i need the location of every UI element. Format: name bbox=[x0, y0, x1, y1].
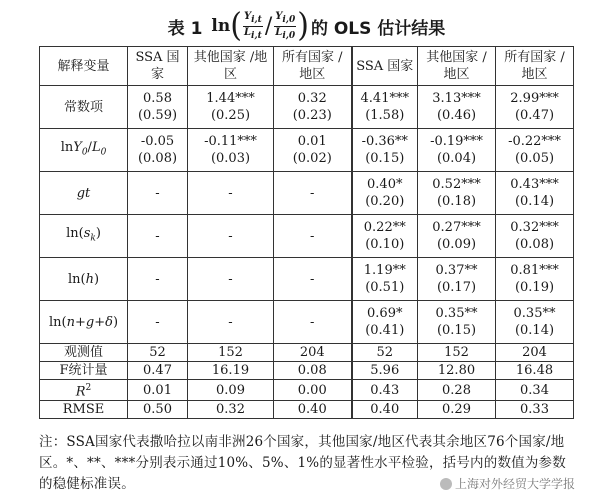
row-label: ln(n+g+δ) bbox=[40, 301, 128, 344]
table-cell: - bbox=[274, 215, 352, 258]
row-label: gt bbox=[40, 172, 128, 215]
table-cell: - bbox=[128, 258, 188, 301]
title-ln: ln bbox=[211, 16, 231, 36]
table-cell: 204 bbox=[496, 344, 574, 362]
fraction-2-numerator: $Y_{i,0}$ bbox=[275, 11, 296, 26]
table-cell: 0.08 bbox=[274, 362, 352, 380]
table-cell: 3.13*** (0.46) bbox=[418, 86, 496, 129]
table-cell: 0.47 bbox=[128, 362, 188, 380]
table-note: 注：SSA国家代表撒哈拉以南非洲26个国家，其他国家/地区代表其余地区76个国家/地区。*、**、***分别表示通过10%、5%、1%的显著性水平检验，括号内的数值为参数的稳健标准误。 bbox=[39, 434, 566, 492]
header-col: 所有国家 /地区 bbox=[274, 47, 352, 86]
table-row bbox=[40, 172, 574, 215]
table-cell: -0.19*** (0.04) bbox=[418, 129, 496, 172]
ols-results-table bbox=[39, 46, 574, 419]
fraction-2-denominator: $L_{i,0}$ bbox=[275, 26, 296, 41]
row-label: ln(h) bbox=[40, 258, 128, 301]
table-cell: - bbox=[188, 301, 274, 344]
table-cell: 0.34 bbox=[496, 380, 574, 401]
header-col: SSA 国家 bbox=[352, 47, 418, 86]
fraction-1-numerator: $Y_{i,t}$ bbox=[243, 11, 262, 26]
header-col: 所有国家 /地区 bbox=[496, 47, 574, 86]
table-cell: 0.09 bbox=[188, 380, 274, 401]
table-cell: 0.01 (0.02) bbox=[274, 129, 352, 172]
table-cell: 0.28 bbox=[418, 380, 496, 401]
table-cell: - bbox=[274, 301, 352, 344]
table-row bbox=[40, 380, 574, 401]
table-row bbox=[40, 215, 574, 258]
header-variable: 解释变量 bbox=[40, 47, 128, 86]
table-cell: 0.29 bbox=[418, 401, 496, 419]
table-cell: 0.32 (0.23) bbox=[274, 86, 352, 129]
table-header-row bbox=[40, 47, 574, 86]
table-row bbox=[40, 129, 574, 172]
row-label: 观测值 bbox=[40, 344, 128, 362]
fraction-1-denominator: $L_{i,t}$ bbox=[244, 26, 262, 41]
table-cell: 0.35** (0.15) bbox=[418, 301, 496, 344]
table-cell: 0.01 bbox=[128, 380, 188, 401]
table-cell: 2.99*** (0.47) bbox=[496, 86, 574, 129]
table-cell: - bbox=[188, 172, 274, 215]
title-fraction-1 bbox=[243, 11, 263, 41]
table-cell: 0.69* (0.41) bbox=[352, 301, 418, 344]
table-cell: 0.81*** (0.19) bbox=[496, 258, 574, 301]
title-suffix: 的 OLS 估计结果 bbox=[310, 18, 446, 39]
table-cell: 52 bbox=[128, 344, 188, 362]
table-row bbox=[40, 258, 574, 301]
table-cell: 1.44*** (0.25) bbox=[188, 86, 274, 129]
table-row bbox=[40, 344, 574, 362]
table-cell: 16.19 bbox=[188, 362, 274, 380]
table-cell: -0.22*** (0.05) bbox=[496, 129, 574, 172]
table-cell: 0.35** (0.14) bbox=[496, 301, 574, 344]
table-cell: 204 bbox=[274, 344, 352, 362]
table-row bbox=[40, 86, 574, 129]
table-cell: 4.41*** (1.58) bbox=[352, 86, 418, 129]
header-col: 其他国家 /地区 bbox=[418, 47, 496, 86]
table-row bbox=[40, 401, 574, 419]
table-cell: 12.80 bbox=[418, 362, 496, 380]
watermark-text: 上海对外经贸大学学报 bbox=[454, 477, 575, 491]
title-open-paren: ( bbox=[230, 6, 242, 45]
title-fraction-2 bbox=[274, 11, 296, 41]
table-row bbox=[40, 301, 574, 344]
wechat-icon bbox=[440, 478, 452, 490]
table-cell: 0.37** (0.17) bbox=[418, 258, 496, 301]
row-label: $\ln(s_k)$ bbox=[40, 215, 128, 258]
table-cell: -0.05 (0.08) bbox=[128, 129, 188, 172]
table-cell: 0.27*** (0.09) bbox=[418, 215, 496, 258]
title-close-paren: ) bbox=[297, 6, 309, 45]
table-cell: 0.00 bbox=[274, 380, 352, 401]
table-number: 表 1 bbox=[167, 18, 203, 39]
table-cell: 0.52*** (0.18) bbox=[418, 172, 496, 215]
table-cell: - bbox=[188, 215, 274, 258]
table-cell: 0.33 bbox=[496, 401, 574, 419]
table-cell: 0.40 bbox=[352, 401, 418, 419]
table-cell: - bbox=[274, 258, 352, 301]
table-cell: 152 bbox=[188, 344, 274, 362]
table-cell: 0.43 bbox=[352, 380, 418, 401]
row-label: $\ln Y_0/L_0$ bbox=[40, 129, 128, 172]
table-cell: 52 bbox=[352, 344, 418, 362]
table-cell: 0.22** (0.10) bbox=[352, 215, 418, 258]
table-cell: 0.58 (0.59) bbox=[128, 86, 188, 129]
header-col: SSA 国家 bbox=[128, 47, 188, 86]
table-cell: 0.40* (0.20) bbox=[352, 172, 418, 215]
table-cell: - bbox=[274, 172, 352, 215]
watermark bbox=[440, 475, 575, 492]
table-cell: 0.50 bbox=[128, 401, 188, 419]
table-cell: - bbox=[128, 215, 188, 258]
table-cell: - bbox=[188, 258, 274, 301]
row-label: $R^2$ bbox=[40, 380, 128, 401]
table-cell: -0.11*** (0.03) bbox=[188, 129, 274, 172]
header-col: 其他国家 /地区 bbox=[188, 47, 274, 86]
row-label: 常数项 bbox=[40, 86, 128, 129]
table-cell: 152 bbox=[418, 344, 496, 362]
table-cell: 0.32*** (0.08) bbox=[496, 215, 574, 258]
table-cell: -0.36** (0.15) bbox=[352, 129, 418, 172]
table-cell: - bbox=[128, 172, 188, 215]
table-title bbox=[0, 6, 613, 46]
row-label: F统计量 bbox=[40, 362, 128, 380]
table-row bbox=[40, 362, 574, 380]
table-cell: 0.40 bbox=[274, 401, 352, 419]
table-cell: 0.32 bbox=[188, 401, 274, 419]
table-cell: - bbox=[128, 301, 188, 344]
table-cell: 16.48 bbox=[496, 362, 574, 380]
table-cell: 1.19** (0.51) bbox=[352, 258, 418, 301]
table-cell: 5.96 bbox=[352, 362, 418, 380]
table-cell: 0.43*** (0.14) bbox=[496, 172, 574, 215]
row-label: RMSE bbox=[40, 401, 128, 419]
title-slash: / bbox=[264, 13, 273, 39]
